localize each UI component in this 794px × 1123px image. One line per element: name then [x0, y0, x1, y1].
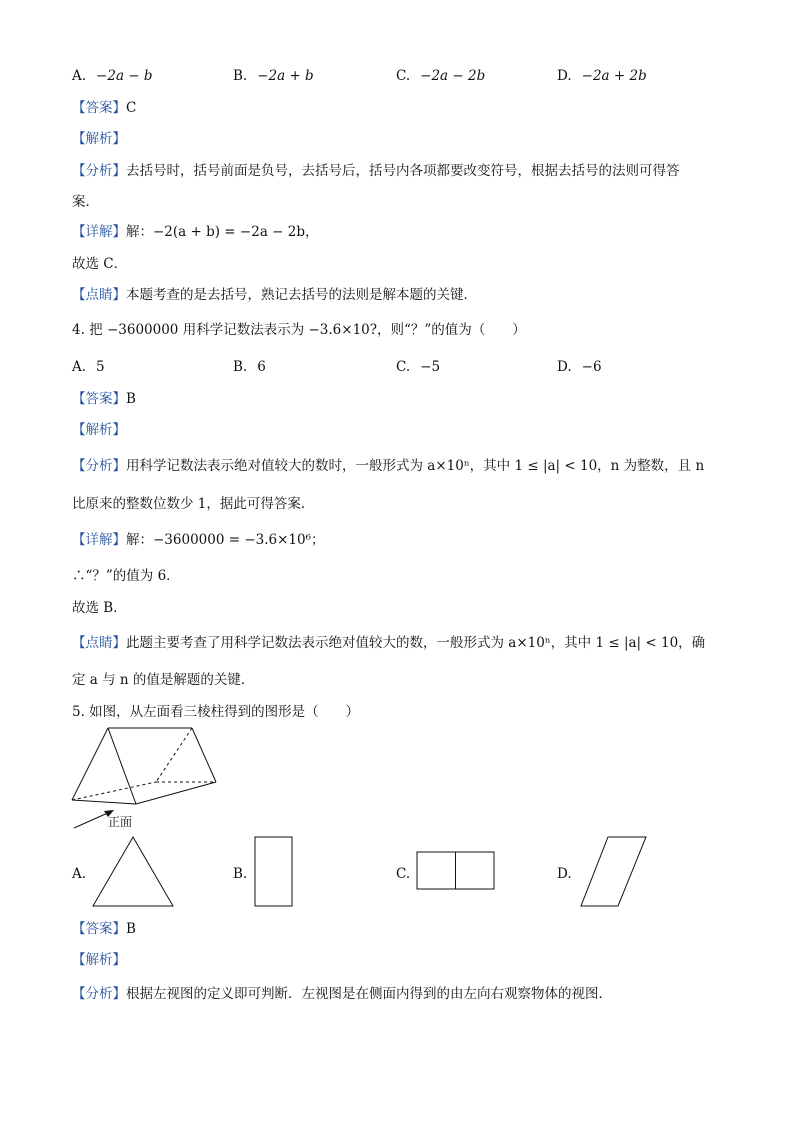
- q4-answer: 【答案】B: [72, 391, 136, 407]
- q5-fenxi: 【分析】根据左视图的定义即可判断．左视图是在侧面内得到的由左向右观察物体的视图．: [72, 986, 612, 1002]
- q5-option-d-parallelogram: [580, 836, 648, 908]
- q3-option-a: A. −2a − b: [72, 68, 153, 84]
- q3-answer: 【答案】C: [72, 100, 137, 116]
- q5-option-d-label: D.: [557, 866, 572, 882]
- q3-fenxi-line1: 【分析】去括号时，括号前面是负号，去括号后，括号内各项都要改变符号，根据去括号的法则可得答: [72, 163, 680, 179]
- q3-option-b: B. −2a + b: [233, 68, 314, 84]
- q5-option-c-label: C.: [396, 866, 411, 882]
- q4-analysis-heading: 【解析】: [72, 422, 126, 438]
- q4-detail: 【详解】解：−3600000 = −3.6×10⁶；: [72, 532, 325, 548]
- q4-option-b: B. 6: [233, 359, 266, 375]
- q5-option-c-double-rectangle: [416, 851, 496, 891]
- q4-dianjing-line1: 【点睛】此题主要考查了用科学记数法表示绝对值较大的数，一般形式为 a×10ⁿ，其中 1 ≤ |a| < 10，确: [72, 635, 706, 651]
- q5-option-a-label: A.: [72, 866, 87, 882]
- front-label: 正面: [108, 815, 133, 829]
- q5-option-a-triangle: [92, 836, 174, 908]
- q4-therefore: ∴“？”的值为 6．: [72, 568, 180, 584]
- q5-option-b-rectangle: [254, 836, 294, 908]
- q4-option-d: D. −6: [557, 359, 602, 375]
- q3-dianjing: 【点睛】本题考查的是去括号，熟记去括号的法则是解本题的关键．: [72, 287, 477, 303]
- q4-fenxi-line1: 【分析】用科学记数法表示绝对值较大的数时，一般形式为 a×10ⁿ，其中 1 ≤ |a| < 10，n 为整数，且 n: [72, 458, 705, 474]
- q4-dianjing-line2: 定 a 与 n 的值是解题的关键．: [72, 672, 255, 688]
- q3-option-d: D. −2a + 2b: [557, 68, 647, 84]
- q3-detail: 【详解】解：−2(a + b) = −2a − 2b，: [72, 224, 319, 240]
- q4-option-c: C. −5: [396, 359, 441, 375]
- q4-stem: 4. 把 −3600000 用科学记数法表示为 −3.6×10?，则“？”的值为（ ）: [72, 322, 526, 338]
- q3-choose: 故选 C．: [72, 256, 128, 272]
- q4-fenxi-line2: 比原来的整数位数少 1，据此可得答案．: [72, 496, 315, 512]
- q3-option-c: C. −2a − 2b: [396, 68, 486, 84]
- q3-analysis-heading: 【解析】: [72, 131, 126, 147]
- q5-answer: 【答案】B: [72, 921, 136, 937]
- q3-fenxi-line2: 案．: [72, 194, 99, 210]
- q5-analysis-heading: 【解析】: [72, 952, 126, 968]
- q5-option-b-label: B.: [233, 866, 248, 882]
- q4-option-a: A. 5: [72, 359, 105, 375]
- q4-choose: 故选 B．: [72, 600, 127, 616]
- q5-stem: 5. 如图，从左面看三棱柱得到的图形是（ ）: [72, 704, 360, 720]
